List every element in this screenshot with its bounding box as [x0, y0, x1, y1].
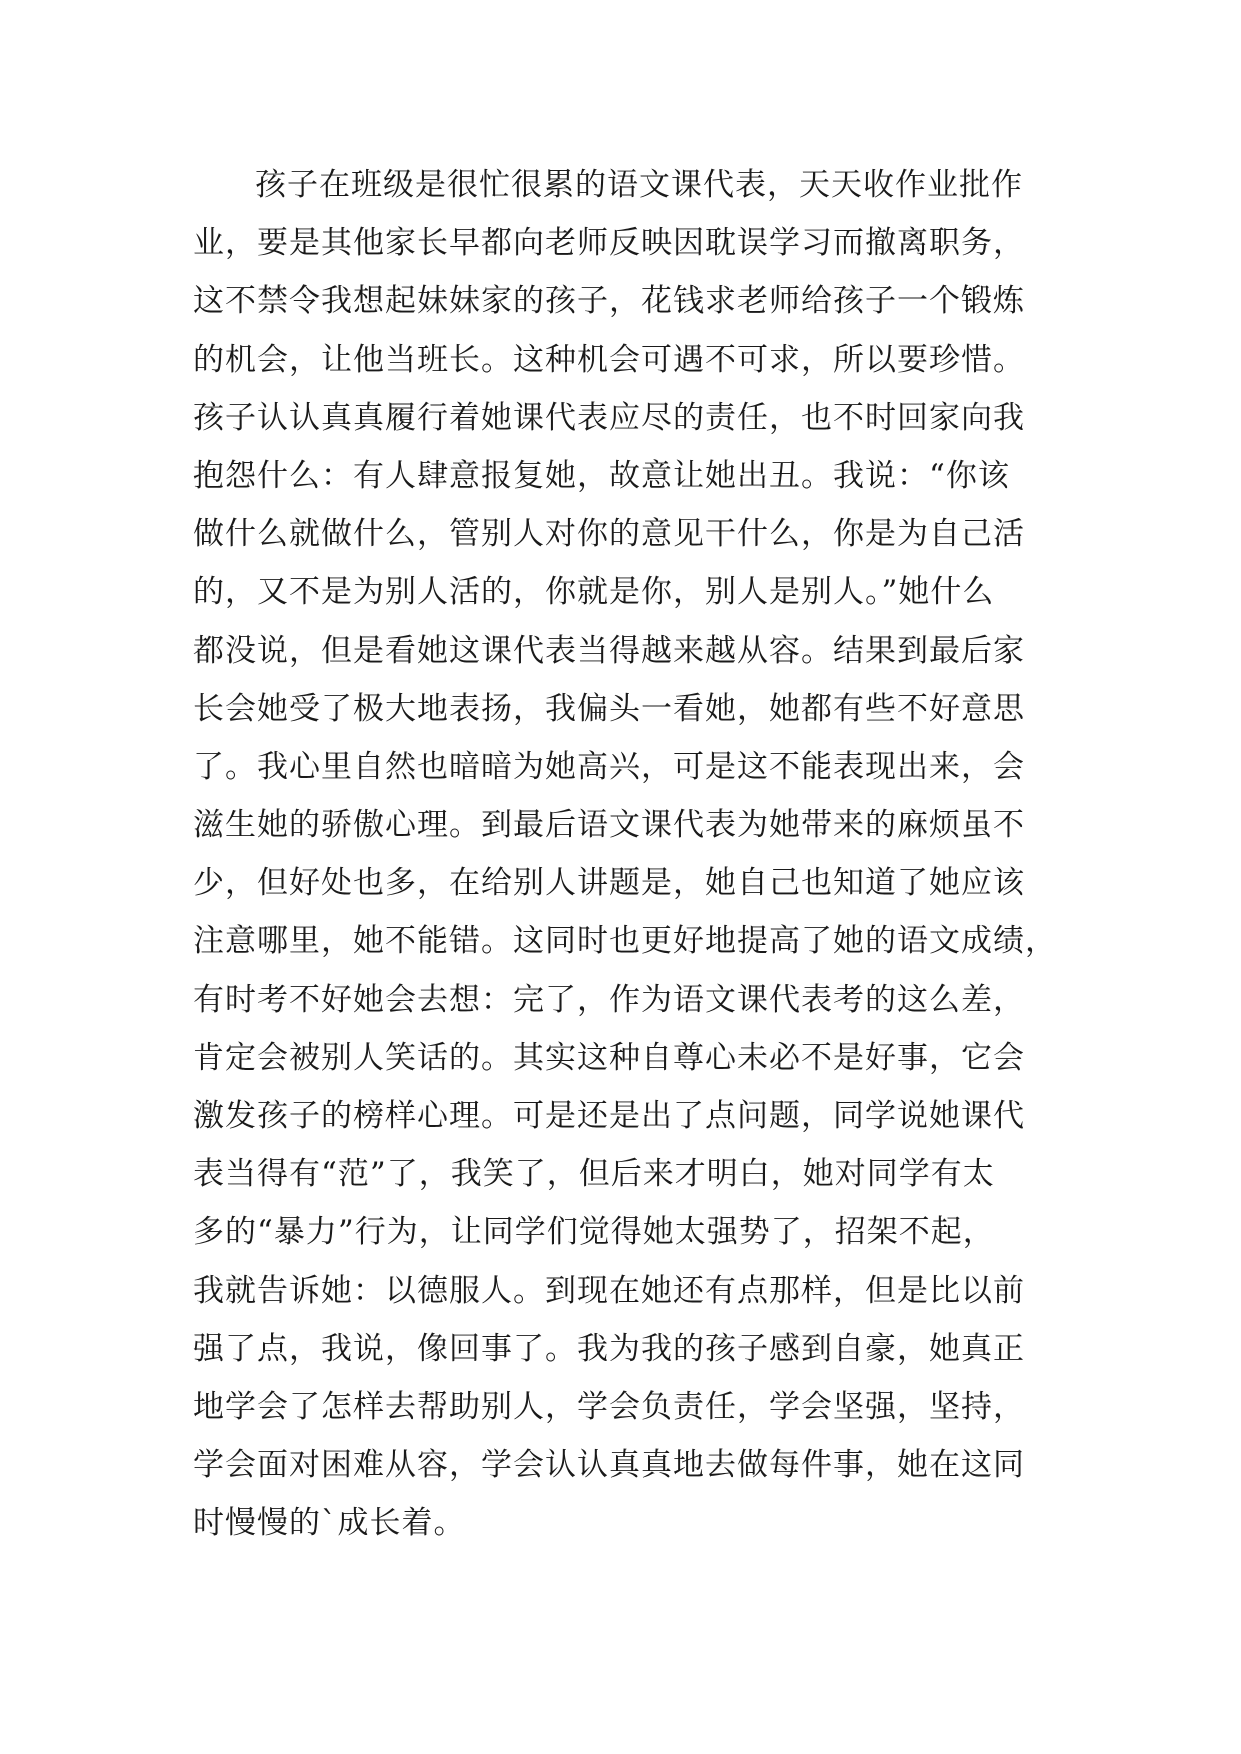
text-line: 有时考不好她会去想：完了，作为语文课代表考的这么差， — [193, 981, 1025, 1018]
text-line: 强了点，我说，像回事了。我为我的孩子感到自豪，她真正 — [193, 1330, 1025, 1367]
text-line: 学会面对困难从容，学会认认真真地去做每件事，她在这同 — [193, 1447, 1025, 1484]
text-line: 做什么就做什么，管别人对你的意见干什么，你是为自己活 — [193, 516, 1025, 553]
text-line: 抱怨什么：有人肆意报复她，故意让她出丑。我说：“你该 — [193, 457, 1010, 494]
text-line: 地学会了怎样去帮助别人，学会负责任，学会坚强，坚持， — [193, 1388, 1025, 1425]
text-line: 少，但好处也多，在给别人讲题是，她自己也知道了她应该 — [193, 865, 1025, 902]
text-line: 孩子在班级是很忙很累的语文课代表，天天收作业批作 — [255, 167, 1023, 203]
text-line: 滋生她的骄傲心理。到最后语文课代表为她带来的麻烦虽不 — [193, 807, 1025, 844]
text-line: 我就告诉她：以德服人。到现在她还有点那样，但是比以前 — [193, 1272, 1025, 1309]
body-paragraph — [193, 156, 1073, 1553]
text-line: 的机会，让他当班长。这种机会可遇不可求，所以要珍惜。 — [193, 341, 1025, 378]
text-line: 都没说，但是看她这课代表当得越来越从容。结果到最后家 — [193, 632, 1025, 669]
text-line: 表当得有“范”了，我笑了，但后来才明白，她对同学有太 — [193, 1156, 995, 1193]
text-line: 时慢慢的`成长着。 — [193, 1505, 466, 1542]
text-line: 多的“暴力”行为，让同学们觉得她太强势了，招架不起， — [193, 1214, 995, 1251]
text-line: 激发孩子的榜样心理。可是还是出了点问题，同学说她课代 — [193, 1098, 1025, 1134]
text-line: 业，要是其他家长早都向老师反映因耽误学习而撤离职务， — [193, 225, 1025, 262]
text-line: 肯定会被别人笑话的。其实这种自尊心未必不是好事，它会 — [193, 1039, 1025, 1076]
text-line: 了。我心里自然也暗暗为她高兴，可是这不能表现出来，会 — [193, 748, 1025, 785]
text-line: 注意哪里，她不能错。这同时也更好地提高了她的语文成绩， — [193, 923, 1057, 960]
text-line: 的，又不是为别人活的，你就是你，别人是别人。”她什么 — [193, 574, 995, 611]
text-line: 这不禁令我想起妹妹家的孩子，花钱求老师给孩子一个锻炼 — [193, 283, 1025, 320]
text-line: 孩子认认真真履行着她课代表应尽的责任，也不时回家向我 — [193, 399, 1025, 436]
text-line: 长会她受了极大地表扬，我偏头一看她，她都有些不好意思 — [193, 690, 1025, 727]
